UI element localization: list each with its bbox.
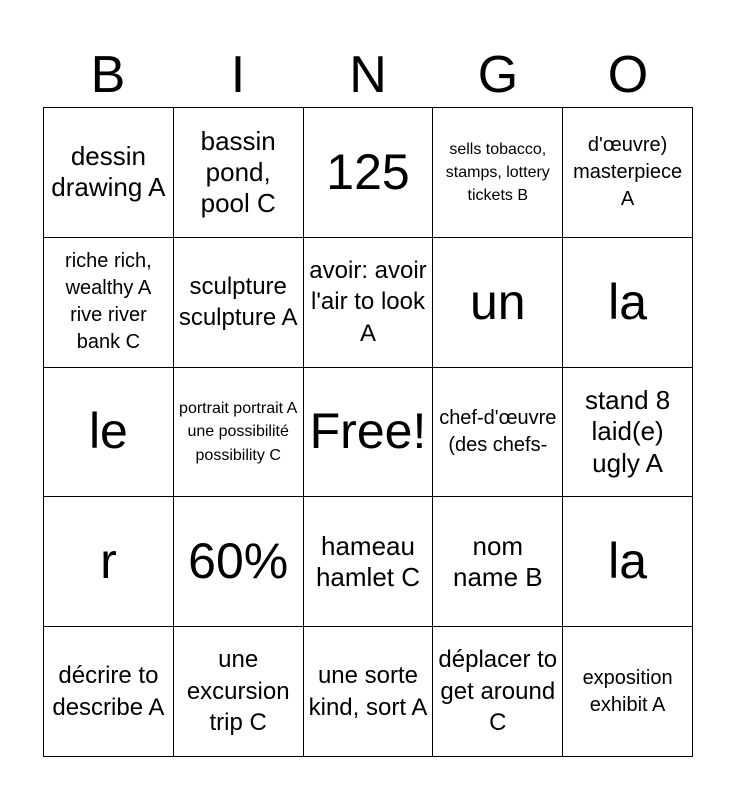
cell-text: stand 8 laid(e) ugly A <box>584 385 671 478</box>
header-letter-i: I <box>230 46 246 104</box>
cell-text: 125 <box>326 143 410 200</box>
cell-text: décrire to describe A <box>52 661 165 721</box>
bingo-cell[interactable] <box>44 368 174 498</box>
bingo-cell[interactable] <box>433 368 563 498</box>
cell-text: une excursion trip C <box>186 646 290 737</box>
bingo-cell[interactable] <box>563 238 693 368</box>
bingo-cell[interactable] <box>44 627 174 757</box>
bingo-cell[interactable] <box>304 497 434 627</box>
cell-text: le <box>88 403 128 460</box>
bingo-cell[interactable] <box>433 627 563 757</box>
header-letter-g: G <box>477 46 519 104</box>
bingo-cell[interactable] <box>433 108 563 238</box>
bingo-cell[interactable] <box>174 108 304 238</box>
bingo-cell[interactable] <box>304 238 434 368</box>
cell-text: déplacer to get around C <box>438 646 558 737</box>
cell-text: hameau hamlet C <box>315 530 421 592</box>
cell-text: avoir: avoir l'air to look A <box>309 256 427 348</box>
cell-text: exposition exhibit A <box>582 666 673 716</box>
bingo-cell[interactable] <box>563 368 693 498</box>
bingo-cell[interactable] <box>304 627 434 757</box>
bingo-cell[interactable] <box>174 368 304 498</box>
cell-text: chef-d'œuvre (des chefs- <box>439 406 557 456</box>
bingo-cell[interactable] <box>44 238 174 368</box>
bingo-header <box>43 44 693 106</box>
cell-text: une sorte kind, sort A <box>308 661 428 721</box>
header-letter-o: O <box>607 46 649 104</box>
cell-text: 60% <box>188 533 289 590</box>
bingo-cell[interactable] <box>44 497 174 627</box>
bingo-cell[interactable] <box>563 497 693 627</box>
cell-text: riche rich, wealthy A rive river bank C <box>65 250 152 354</box>
cell-text: bassin pond, pool C <box>200 125 276 218</box>
cell-text: la <box>608 273 648 330</box>
cell-text: sells tobacco, stamps, lottery tickets B <box>445 140 550 204</box>
bingo-cell[interactable] <box>563 627 693 757</box>
header-letter-b: B <box>90 46 126 104</box>
bingo-cell[interactable] <box>563 108 693 238</box>
bingo-board <box>43 107 693 757</box>
bingo-cell[interactable] <box>44 108 174 238</box>
cell-text: nom name B <box>452 530 543 592</box>
cell-text: la <box>608 533 648 590</box>
header-letter-n: N <box>349 46 387 104</box>
cell-text: sculpture sculpture A <box>178 272 298 332</box>
cell-text: r <box>100 533 117 590</box>
bingo-cell[interactable] <box>174 627 304 757</box>
free-space-text: Free! <box>309 403 427 460</box>
bingo-cell[interactable] <box>304 108 434 238</box>
cell-text: dessin drawing A <box>51 141 166 203</box>
bingo-cell free-cell[interactable] <box>304 368 434 498</box>
bingo-cell[interactable] <box>174 238 304 368</box>
cell-text: d'œuvre) masterpiece A <box>573 133 683 210</box>
bingo-cell[interactable] <box>174 497 304 627</box>
cell-text: un <box>469 273 526 330</box>
bingo-cell[interactable] <box>433 238 563 368</box>
cell-text: portrait portrait A une possibilité possibility C <box>179 400 298 464</box>
bingo-cell[interactable] <box>433 497 563 627</box>
